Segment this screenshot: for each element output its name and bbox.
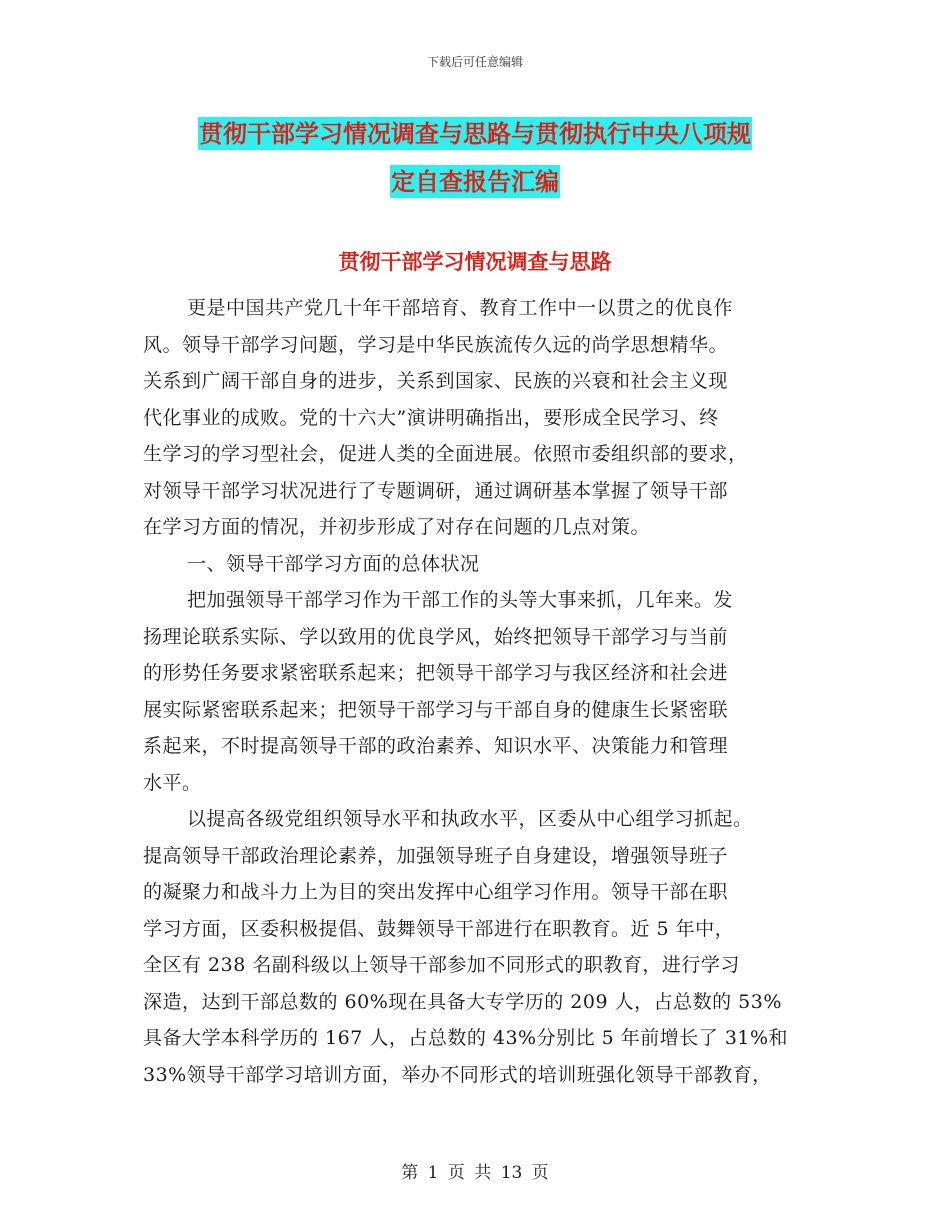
body-line: 的形势任务要求紧密联系起来；把领导干部学习与我区经济和社会进 <box>143 662 729 684</box>
document-title <box>0 110 950 206</box>
body-line: 在学习方面的情况，并初步形成了对存在问题的几点对策。 <box>143 516 651 538</box>
body-line: 水平。 <box>143 771 202 794</box>
body-line: 对领导干部学习状况进行了专题调研，通过调研基本掌握了领导干部 <box>143 479 729 502</box>
body-line: 深造，达到干部总数的 60%现在具备大专学历的 209 人，占总数的 53% <box>143 990 782 1013</box>
body-line: 具备大学本科学历的 167 人，占总数的 43%分别比 5 年前增长了 31%和 <box>143 1027 789 1049</box>
body-line: 提高领导干部政治理论素养，加强领导班子自身建设，增强领导班子 <box>143 844 729 867</box>
body-line: 风。领导干部学习问题，学习是中华民族流传久远的尚学思想精华。 <box>143 333 729 356</box>
document-title-line-2: 定自查报告汇编 <box>391 167 559 196</box>
section-title: 贯彻干部学习情况调查与思路 <box>338 249 612 274</box>
body-line: 扬理论联系实际、学以致用的优良学风，始终把领导干部学习与当前 <box>143 625 729 648</box>
body-line: 关系到广阔干部自身的进步，关系到国家、民族的兴衰和社会主义现 <box>143 370 729 392</box>
document-title-line-1: 贯彻干部学习情况调查与思路与贯彻执行中央八项规 <box>199 119 751 148</box>
body-line: 的凝聚力和战斗力上为目的突出发挥中心组学习作用。领导干部在职 <box>143 881 729 903</box>
body-line: 生学习的学习型社会，促进人类的全面进展。依照市委组织部的要求， <box>143 443 748 465</box>
body-line: 展实际紧密联系起来；把领导干部学习与干部自身的健康生长紧密联 <box>143 698 729 721</box>
body-line: 学习方面，区委积极提倡、鼓舞领导干部进行在职教育。近 5 年中， <box>143 917 735 940</box>
subheading: 一、领导干部学习方面的总体状况 <box>187 552 480 575</box>
body-line: 以提高各级党组织领导水平和执政水平，区委从中心组学习抓起。 <box>187 808 753 830</box>
body-text <box>143 290 808 1093</box>
body-line: 33%领导干部学习培训方面，举办不同形式的培训班强化领导干部教育， <box>143 1063 772 1086</box>
page-header-note: 下载后可任意编辑 <box>426 55 523 69</box>
body-line: 系起来，不时提高领导干部的政治素养、知识水平、决策能力和管理 <box>143 735 729 757</box>
body-line: 代化事业的成败。党的十六大”演讲明确指出，要形成全民学习、终 <box>143 406 719 429</box>
body-line: 把加强领导干部学习作为干部工作的头等大事来抓，几年来。发 <box>187 589 734 611</box>
page-number-footer: 第 1 页 共 13 页 <box>401 1163 549 1183</box>
body-line: 全区有 238 名副科级以上领导干部参加不同形式的职教育，进行学习 <box>143 954 740 976</box>
body-line: 更是中国共产党几十年干部培育、教育工作中一以贯之的优良作 <box>187 297 734 319</box>
